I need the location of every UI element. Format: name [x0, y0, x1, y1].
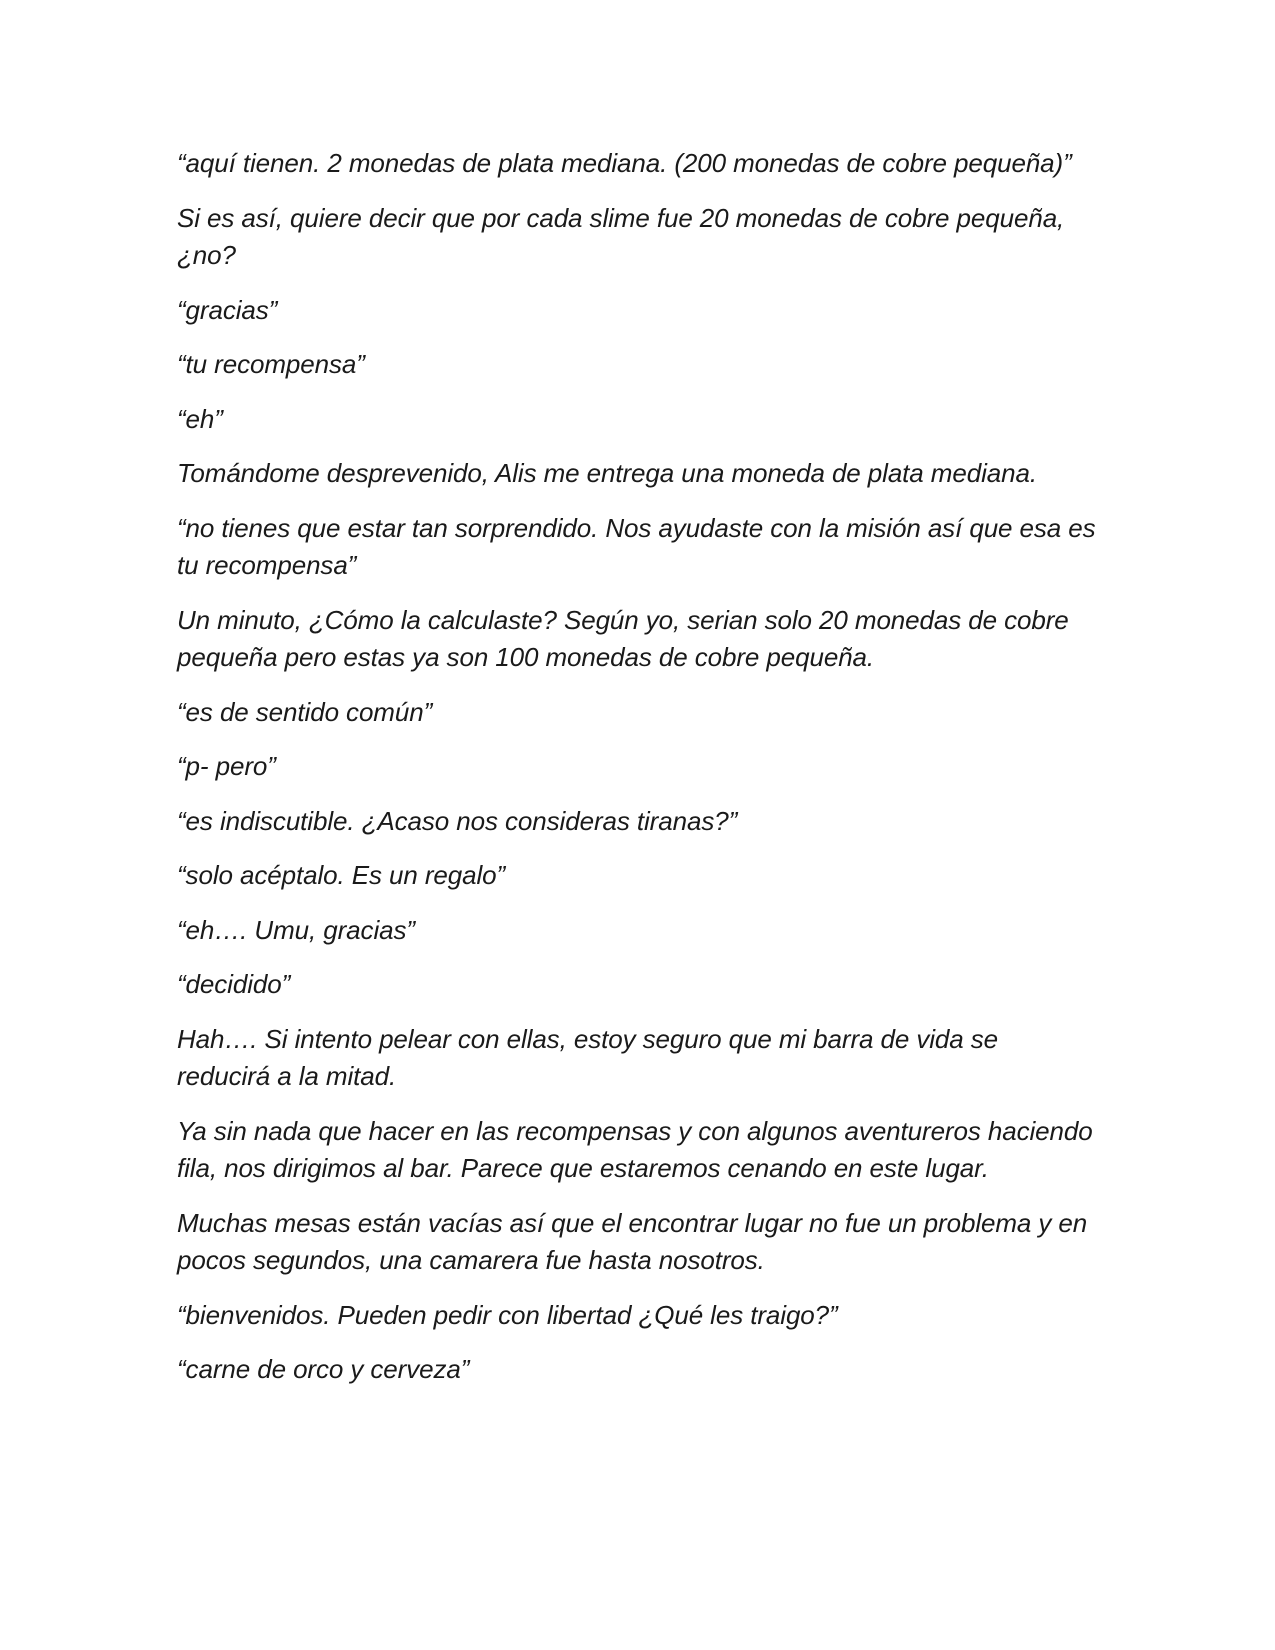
- paragraph: “decidido”: [177, 969, 291, 999]
- paragraph: “bienvenidos. Pueden pedir con libertad ¿Qué les traigo?”: [177, 1299, 838, 1330]
- paragraph: “p- pero”: [177, 751, 276, 781]
- paragraph: “gracias”: [177, 294, 278, 325]
- paragraph: “carne de orco y cerveza”: [177, 1354, 470, 1384]
- paragraph: Tomándome desprevenido, Alis me entrega una moneda de plata mediana.: [177, 458, 1037, 488]
- paragraph: “aquí tienen. 2 monedas de plata mediana. (200 monedas de cobre pequeña)”: [177, 148, 1072, 178]
- paragraph: “es indiscutible. ¿Acaso nos consideras tiranas?”: [177, 805, 738, 836]
- paragraph: Ya sin nada que hacer en las recompensas y con algunos aventureros haciendo fila, nos dirigimos al bar. Parece que estaremos cenando en este lugar.: [177, 1115, 1093, 1183]
- paragraph: “no tienes que estar tan sorprendido. Nos ayudaste con la misión así que esa es tu recompensa”: [177, 512, 1096, 580]
- paragraph: “es de sentido común”: [177, 696, 433, 727]
- paragraph: Muchas mesas están vacías así que el encontrar lugar no fue un problema y en pocos segundos, una camarera fue hasta nosotros.: [177, 1207, 1088, 1275]
- document-body: [177, 145, 1097, 1406]
- paragraph: Si es así, quiere decir que por cada slime fue 20 monedas de cobre pequeña, ¿no?: [177, 202, 1065, 270]
- paragraph: “solo acéptalo. Es un regalo”: [177, 860, 506, 890]
- paragraph: Hah…. Si intento pelear con ellas, estoy seguro que mi barra de vida se reducirá a la mitad.: [177, 1023, 999, 1091]
- paragraph: “eh…. Umu, gracias”: [177, 914, 415, 945]
- paragraph: “eh”: [177, 403, 223, 434]
- paragraph: “tu recompensa”: [177, 349, 365, 379]
- paragraph: Un minuto, ¿Cómo la calculaste? Según yo, serian solo 20 monedas de cobre pequeña pero estas ya son 100 monedas de cobre pequeña.: [177, 604, 1069, 672]
